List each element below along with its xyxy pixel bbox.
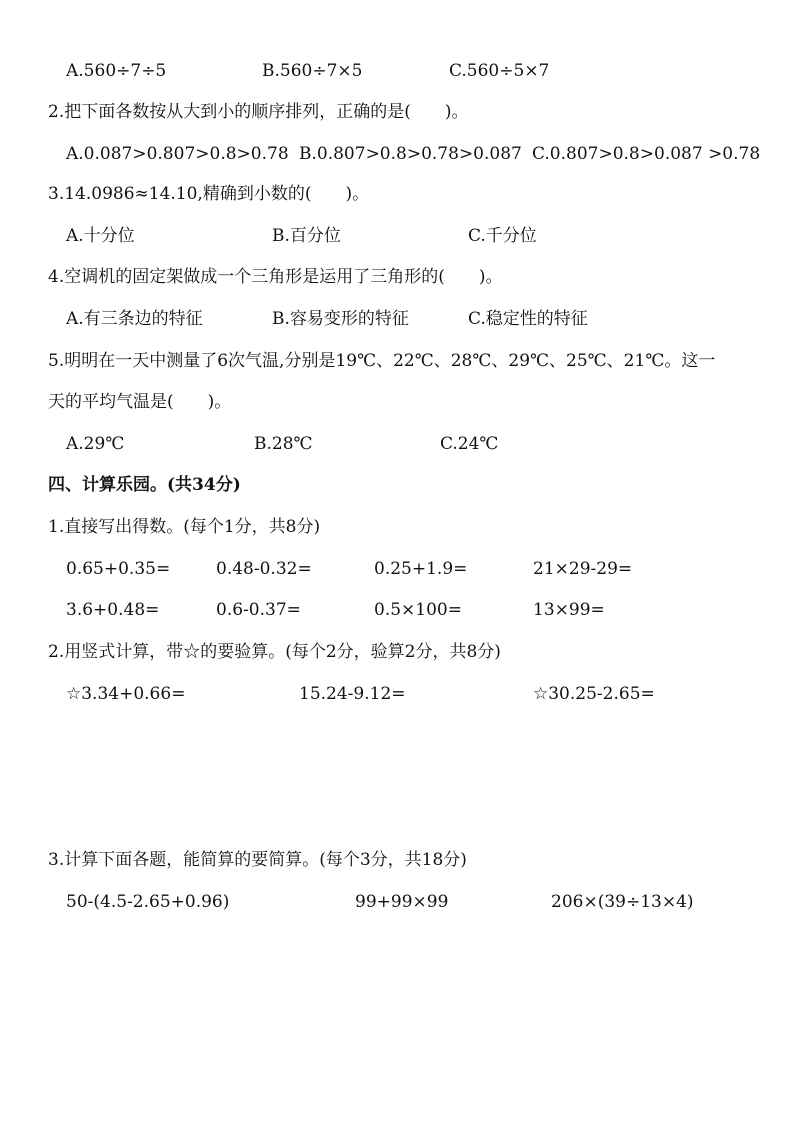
vertical-calc-item: 15.24-9.12= — [299, 684, 406, 704]
q1-option-c: C.560÷5×7 — [449, 61, 550, 81]
q2-option-b: B.0.807>0.8>0.78>0.087 — [299, 144, 522, 164]
q5-option-c: C.24℃ — [440, 434, 499, 454]
calc-item: 21×29-29= — [533, 559, 633, 579]
simplify-calc-item: 99+99×99 — [355, 892, 449, 912]
q5-text-line2: 天的平均气温是( )。 — [48, 392, 232, 412]
calc-item: 0.48-0.32= — [216, 559, 312, 579]
q3-option-a: A.十分位 — [66, 226, 135, 246]
calc-item: 0.6-0.37= — [216, 600, 301, 620]
calc-item: 13×99= — [533, 600, 605, 620]
calc-item: 3.6+0.48= — [66, 600, 160, 620]
part1-title: 1.直接写出得数。(每个1分，共8分) — [48, 517, 321, 537]
q5-text-line1: 5.明明在一天中测量了6次气温,分别是19℃、22℃、28℃、29℃、25℃、21℃。这一 — [48, 351, 716, 371]
q3-text: 3.14.0986≈14.10,精确到小数的( )。 — [48, 184, 370, 204]
q3-option-c: C.千分位 — [468, 226, 537, 246]
vertical-calc-item: ☆30.25-2.65= — [533, 684, 655, 704]
vertical-calc-item: ☆3.34+0.66= — [66, 684, 186, 704]
q5-option-a: A.29℃ — [66, 434, 125, 454]
part3-title: 3.计算下面各题，能简算的要简算。(每个3分，共18分) — [48, 850, 467, 870]
simplify-calc-item: 50-(4.5-2.65+0.96) — [66, 892, 230, 912]
q4-option-c: C.稳定性的特征 — [468, 309, 588, 329]
q4-option-a: A.有三条边的特征 — [66, 309, 203, 329]
calc-item: 0.5×100= — [374, 600, 462, 620]
q4-text: 4.空调机的固定架做成一个三角形是运用了三角形的( )。 — [48, 267, 503, 287]
q3-option-b: B.百分位 — [272, 226, 341, 246]
q1-option-a: A.560÷7÷5 — [66, 61, 167, 81]
q4-option-b: B.容易变形的特征 — [272, 309, 409, 329]
q2-text: 2.把下面各数按从大到小的顺序排列，正确的是( )。 — [48, 102, 469, 122]
calc-item: 0.25+1.9= — [374, 559, 468, 579]
q2-option-c: C.0.807>0.8>0.087 >0.78 — [532, 144, 761, 164]
q2-option-a: A.0.087>0.807>0.8>0.78 — [66, 144, 289, 164]
q1-option-b: B.560÷7×5 — [262, 61, 363, 81]
calc-item: 0.65+0.35= — [66, 559, 171, 579]
simplify-calc-item: 206×(39÷13×4) — [551, 892, 694, 912]
part2-title: 2.用竖式计算，带☆的要验算。(每个2分，验算2分，共8分) — [48, 642, 501, 662]
q5-option-b: B.28℃ — [254, 434, 313, 454]
section4-heading: 四、计算乐园。(共34分) — [48, 475, 241, 495]
